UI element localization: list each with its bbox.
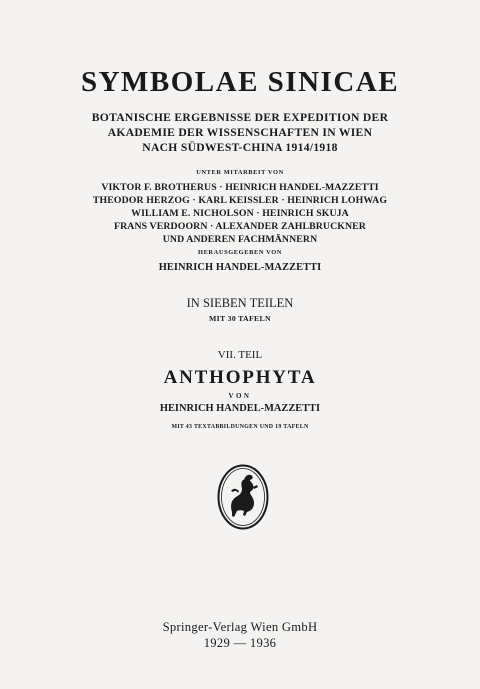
collaborator-line-1: VIKTOR F. BROTHERUS · HEINRICH HANDEL-MAZZETTI <box>101 182 379 193</box>
by-line: VON <box>228 392 252 400</box>
editor-label: HERAUSGEGEBEN VON <box>198 249 282 256</box>
subtitle-line-3: NACH SÜDWEST-CHINA 1914/1918 <box>142 141 338 154</box>
plates-line: MIT 30 TAFELN <box>209 314 271 323</box>
parts-line: IN SIEBEN TEILEN <box>186 296 294 310</box>
author-name: HEINRICH HANDEL-MAZZETTI <box>159 403 321 414</box>
collaborator-line-2: THEODOR HERZOG · KARL KEISSLER · HEINRICH LOHWAG <box>92 195 388 206</box>
publication-years: 1929 — 1936 <box>203 636 277 650</box>
publisher-name: Springer-Verlag Wien GmbH <box>162 620 318 634</box>
editor-name: HEINRICH HANDEL-MAZZETTI <box>158 262 322 273</box>
volume-title: ANTHOPHYTA <box>163 367 317 388</box>
page-title: SYMBOLAE SINICAE <box>80 66 400 98</box>
illustrations-line: MIT 43 TEXTABBILDUNGEN UND 19 TAFELN <box>171 424 309 430</box>
subtitle-line-2: AKADEMIE DER WISSENSCHAFTEN IN WIEN <box>107 126 373 139</box>
publisher-emblem-icon <box>217 464 269 530</box>
subtitle-line-1: BOTANISCHE ERGEBNISSE DER EXPEDITION DER <box>91 111 389 124</box>
volume-line: VII. TEIL <box>217 349 263 361</box>
collaborator-line-5: UND ANDEREN FACHMÄNNERN <box>162 234 318 245</box>
collab-label: UNTER MITARBEIT VON <box>196 169 284 176</box>
collaborator-line-4: FRANS VERDOORN · ALEXANDER ZAHLBRUCKNER <box>114 221 366 232</box>
collaborator-line-3: WILLIAM E. NICHOLSON · HEINRICH SKUJA <box>131 208 349 219</box>
